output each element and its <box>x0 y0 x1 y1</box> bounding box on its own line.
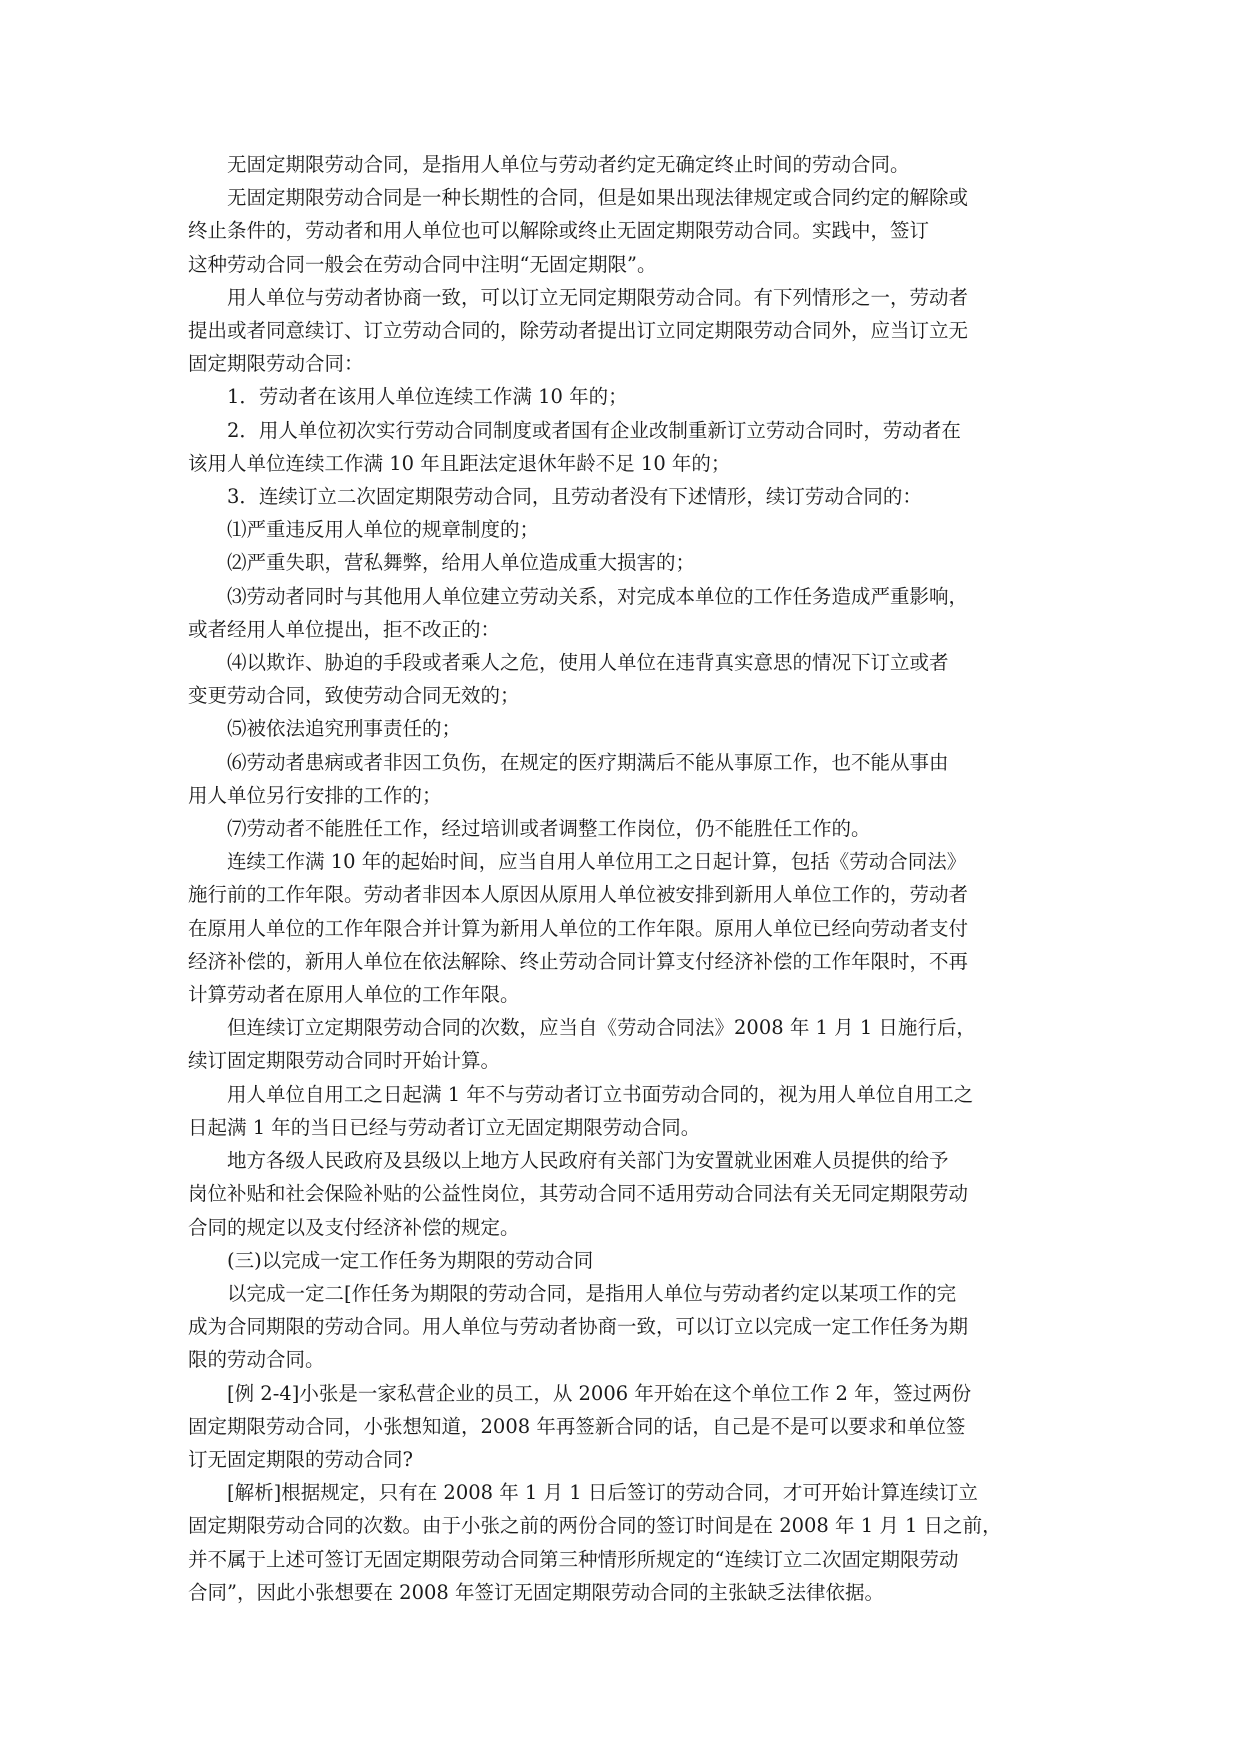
text-line: 合同的规定以及支付经济补偿的规定。 <box>188 1215 520 1239</box>
paragraph <box>188 546 1062 579</box>
text-line: ⑷以欺诈、胁迫的手段或者乘人之危，使用人单位在违背真实意思的情况下订立或者 <box>227 651 949 675</box>
text-line: 变更劳动合同，致使劳动合同无效的； <box>188 684 520 708</box>
text-line: ⑸被依法追究刑事责任的； <box>227 717 462 741</box>
text-line: 1．劳动者在该用人单位连续工作满 10 年的； <box>227 385 628 409</box>
text-line: 日起满 1 年的当日已经与劳动者订立无固定期限劳动合同。 <box>188 1115 701 1139</box>
text-line: 限的劳动合同。 <box>188 1348 325 1372</box>
text-line: ⑹劳动者患病或者非因工负伤，在规定的医疗期满后不能从事原工作，也不能从事由 <box>227 750 949 774</box>
text-line: 终止条件的，劳动者和用人单位也可以解除或终止无固定期限劳动合同。实践中，签订 <box>188 219 930 243</box>
text-line: ⑶劳动者同时与其他用人单位建立劳动关系，对完成本单位的工作任务造成严重影响， <box>227 584 969 608</box>
text-line: 2．用人单位初次实行劳动合同制度或者国有企业改制重新订立劳动合同时，劳动者在 <box>227 418 961 442</box>
paragraph <box>188 580 1062 646</box>
paragraph <box>188 712 1062 745</box>
text-line: ⑴严重违反用人单位的规章制度的； <box>227 518 540 542</box>
text-line: 无固定期限劳动合同，是指用人单位与劳动者约定无确定终止时间的劳动合同。 <box>227 153 910 176</box>
paragraph <box>188 646 1062 712</box>
text-line: ⑵严重失职，营私舞弊，给用人单位造成重大损害的； <box>227 551 696 575</box>
document-body <box>188 148 1062 1609</box>
text-line: 施行前的工作年限。劳动者非因本人原因从原用人单位被安排到新用人单位工作的，劳动者 <box>188 883 969 907</box>
text-line: ⑺劳动者不能胜任工作，经过培训或者调整工作岗位，仍不能胜任工作的。 <box>227 817 871 841</box>
text-line: 该用人单位连续工作满 10 年且距法定退休年龄不足 10 年的； <box>188 451 731 475</box>
paragraph <box>188 1377 1062 1477</box>
text-line: 成为合同期限的劳动合同。用人单位与劳动者协商一致，可以订立以完成一定工作任务为期 <box>188 1315 969 1339</box>
paragraph <box>188 380 1062 413</box>
paragraph <box>188 1078 1062 1144</box>
text-line: 用人单位另行安排的工作的； <box>188 783 442 807</box>
text-line: 并不属于上述可签订无固定期限劳动合同第三种情形所规定的“连续订立二次固定期限劳动 <box>188 1547 959 1571</box>
paragraph <box>188 1244 1062 1277</box>
paragraph <box>188 480 1062 513</box>
paragraph <box>188 1144 1062 1244</box>
text-line: 在原用人单位的工作年限合并计算为新用人单位的工作年限。原用人单位已经向劳动者支付 <box>188 916 969 940</box>
paragraph <box>188 1011 1062 1077</box>
text-line: 提出或者同意续订、订立劳动合同的，除劳动者提出订立同定期限劳动合同外，应当订立无 <box>188 319 969 343</box>
text-line: 固定期限劳动合同： <box>188 352 364 376</box>
text-line: 或者经用人单位提出，拒不改正的： <box>188 617 501 641</box>
text-line: 连续工作满 10 年的起始时间，应当自用人单位用工之日起计算，包括《劳动合同法》 <box>227 850 967 874</box>
text-line: 用人单位与劳动者协商一致，可以订立无同定期限劳动合同。有下列情形之一，劳动者 <box>227 285 969 309</box>
text-line: 经济补偿的，新用人单位在依法解除、终止劳动合同计算支付经济补偿的工作年限时，不再 <box>188 949 969 973</box>
paragraph <box>188 148 1062 181</box>
text-line: 地方各级人民政府及县级以上地方人民政府有关部门为安置就业困难人员提供的给予 <box>227 1149 949 1173</box>
text-line: 订无固定期限的劳动合同? <box>188 1447 413 1471</box>
text-line: 无固定期限劳动合同是一种长期性的合同，但是如果出现法律规定或合同约定的解除或 <box>227 186 969 210</box>
text-line: 固定期限劳动合同，小张想知道，2008 年再签新合同的话，自己是不是可以要求和单位签 <box>188 1414 966 1438</box>
text-line: 岗位补贴和社会保险补贴的公益性岗位，其劳动合同不适用劳动合同法有关无同定期限劳动 <box>188 1182 969 1206</box>
paragraph <box>188 1476 1062 1609</box>
text-line: 合同”，因此小张想要在 2008 年签订无固定期限劳动合同的主张缺乏法律依据。 <box>188 1580 884 1604</box>
paragraph <box>188 812 1062 845</box>
paragraph <box>188 513 1062 546</box>
text-line: 3．连续订立二次固定期限劳动合同，且劳动者没有下述情形，续订劳动合同的： <box>227 485 922 509</box>
text-line: 计算劳动者在原用人单位的工作年限。 <box>188 983 520 1007</box>
paragraph <box>188 414 1062 480</box>
text-line: [解析]根据规定，只有在 2008 年 1 月 1 日后签订的劳动合同，才可开始计算连续订立 <box>227 1481 978 1505</box>
text-line: (三)以完成一定工作任务为期限的劳动合同 <box>227 1248 594 1272</box>
text-line: 固定期限劳动合同的次数。由于小张之前的两份合同的签订时间是在 2008 年 1 月 1 日之前， <box>188 1514 1002 1538</box>
text-line: 续订固定期限劳动合同时开始计算。 <box>188 1049 501 1073</box>
paragraph <box>188 181 1062 281</box>
text-line: [例 2-4]小张是一家私营企业的员工，从 2006 年开始在这个单位工作 2 年，签过两份 <box>227 1381 972 1405</box>
paragraph <box>188 746 1062 812</box>
paragraph <box>188 845 1062 1011</box>
text-line: 用人单位自用工之日起满 1 年不与劳动者订立书面劳动合同的，视为用人单位自用工之 <box>227 1082 974 1106</box>
text-line: 这种劳动合同一般会在劳动合同中注明“无固定期限”。 <box>188 252 657 276</box>
paragraph <box>188 1277 1062 1377</box>
text-line: 但连续订立定期限劳动合同的次数，应当自《劳动合同法》2008 年 1 月 1 日施行后， <box>227 1016 976 1040</box>
paragraph <box>188 281 1062 381</box>
text-line: 以完成一定二[作任务为期限的劳动合同，是指用人单位与劳动者约定以某项工作的完 <box>227 1281 957 1305</box>
